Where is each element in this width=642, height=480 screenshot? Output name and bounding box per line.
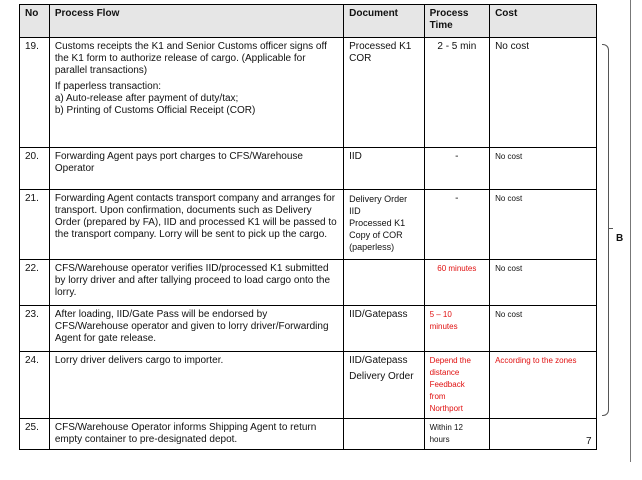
document-line: COR [349,53,372,64]
time-line: minutes [429,322,458,331]
process-time-cell: - [424,190,490,260]
header-process-flow: Process Flow [49,5,343,38]
time-line: Northport [429,404,463,413]
document-cell [344,260,424,306]
margin-rule [630,0,631,462]
cost-cell [490,419,597,450]
document-line: (paperless) [349,242,395,252]
process-flow-cell: Lorry driver delivers cargo to importer. [49,352,343,419]
document-cell [344,38,424,148]
time-line: 5 – 10 [429,310,452,319]
process-flow-cell: Forwarding Agent pays port charges to CFS/Warehouse Operator [49,148,343,190]
process-time-cell: 60 minutes [424,260,490,306]
table-row [20,38,597,148]
row-number: 24. [20,352,50,419]
bracket-label: B [616,233,624,244]
process-flow-cell: CFS/Warehouse operator verifies IID/processed K1 submitted by lorry driver and after tallying proceed to load cargo onto the lorry. [49,260,343,306]
flow-line: a) Auto-release after payment of duty/tax; [54,93,239,104]
cost-cell: No cost [490,260,597,306]
row-number: 22. [20,260,50,306]
row-number: 23. [20,306,50,352]
flow-line: If paperless transaction: [54,81,162,92]
bracket-brace [602,44,609,416]
header-cost: Cost [490,5,597,38]
header-process-time: Process Time [424,5,490,38]
table-row [20,306,597,352]
document-line: Delivery Order [349,194,408,204]
header-no: No [20,5,50,38]
cost-cell: According to the zones [490,352,597,419]
document-line: IID/Gatepass [349,355,408,366]
time-line: Within 12 [429,423,463,432]
time-line: hours [429,435,450,444]
process-flow-cell: After loading, IID/Gate Pass will be endorsed by CFS/Warehouse operator and given to lorry driver/Forwarding Agent for gate release. [49,306,343,352]
document-cell [344,190,424,260]
document-line: IID [349,206,361,216]
process-flow-table [19,4,597,450]
document-cell: IID [344,148,424,190]
time-line: from [429,392,446,401]
document-cell [344,419,424,450]
document-line: Delivery Order [349,371,414,382]
process-flow-cell: CFS/Warehouse Operator informs Shipping Agent to return empty container to pre-designated depot. [49,419,343,450]
flow-line: Customs receipts the K1 and Senior Customs officer signs off the K1 form to authorize release of cargo. (Applicable for parallel transactions) [54,41,327,76]
process-time-cell [424,352,490,419]
table-row [20,260,597,306]
process-time-cell [424,419,490,450]
process-flow-cell: Forwarding Agent contacts transport company and arranges for transport. Upon confirmation, documents such as Delivery Order (prepared by FA), IID and processed K1 will be passed to the transport company. Lorry will be sent to pick up the cargo. [49,190,343,260]
process-flow-cell [49,38,343,148]
row-number: 20. [20,148,50,190]
bracket-brace-tip [608,228,613,229]
cost-cell: No cost [490,306,597,352]
time-line: distance [429,368,460,377]
document-line: Processed K1 [349,41,412,52]
flow-line: b) Printing of Customs Official Receipt (COR) [54,105,256,116]
header-document: Document [344,5,424,38]
page-number: 7 [586,436,592,447]
document-cell: IID/Gatepass [344,306,424,352]
row-number: 25. [20,419,50,450]
cost-cell: No cost [490,190,597,260]
process-time-cell [424,306,490,352]
process-time-cell: 2 - 5 min [424,38,490,148]
table-row [20,148,597,190]
document-line: Processed K1 [349,218,406,228]
row-number: 21. [20,190,50,260]
document-cell [344,352,424,419]
table-row [20,190,597,260]
document-line: Copy of COR [349,230,403,240]
time-line: Feedback [429,380,465,389]
row-number: 19. [20,38,50,148]
table-row [20,419,597,450]
cost-cell: No cost [490,38,597,148]
time-line: Depend the [429,356,471,365]
table-row [20,352,597,419]
table-header-row [20,5,597,38]
process-time-cell: - [424,148,490,190]
cost-cell: No cost [490,148,597,190]
